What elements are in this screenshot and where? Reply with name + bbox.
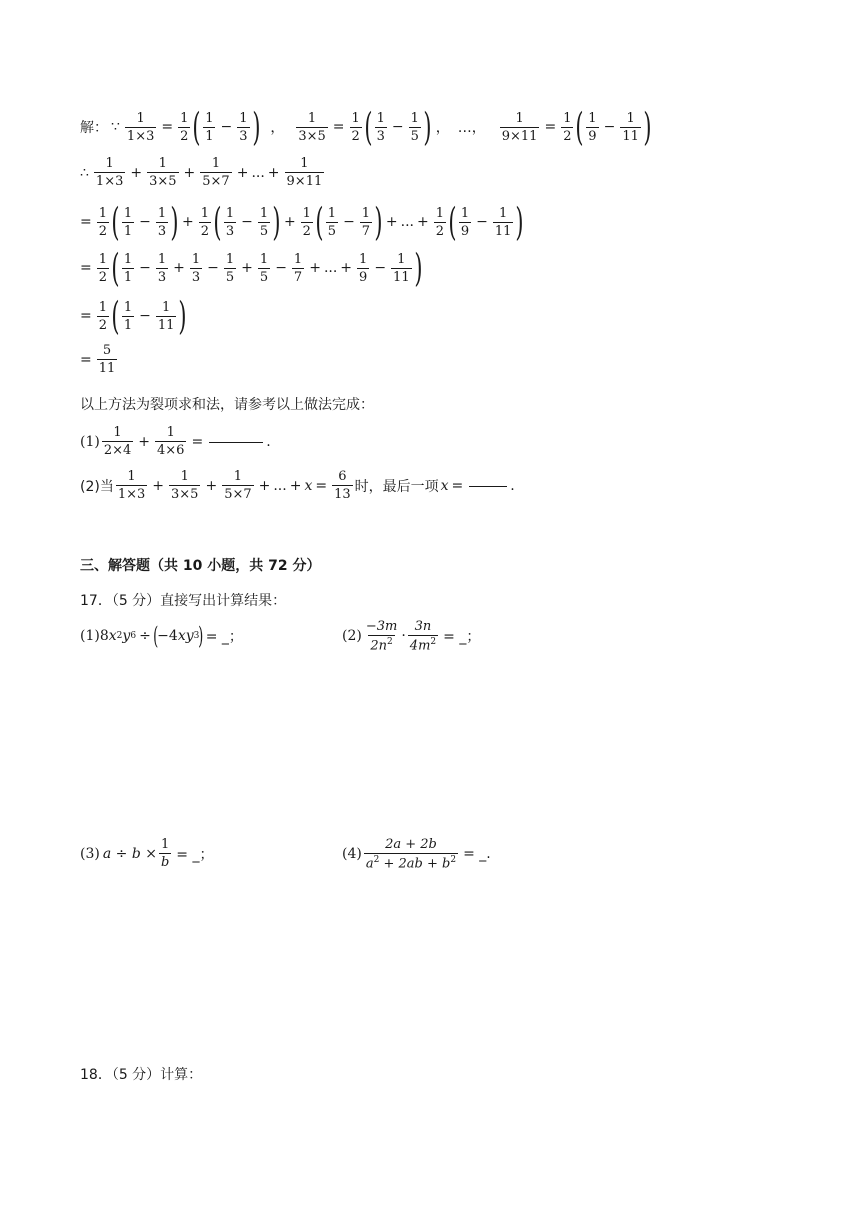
numerator: −3m	[365, 619, 398, 634]
fraction	[364, 620, 400, 652]
equals-sign: =	[80, 351, 92, 368]
right-paren: )	[374, 200, 383, 244]
fraction: $\frac{1}{3}$	[376, 110, 385, 144]
fraction: $\frac{1}{1\times 3}$	[126, 110, 155, 144]
part-label: (1)	[80, 628, 100, 644]
left-paren: (	[213, 200, 222, 244]
right-paren: )	[272, 200, 281, 244]
problem-17-part-1	[80, 624, 243, 648]
multiply-dot: ·	[401, 628, 406, 645]
left-paren: (	[111, 294, 120, 338]
left-paren: (	[152, 622, 159, 650]
minus-sign: −	[139, 260, 151, 276]
problem-17-part-4	[342, 838, 491, 870]
right-paren: )	[198, 622, 204, 650]
fraction-half: $\frac{1}{2}$	[98, 251, 108, 285]
fraction: $\frac{1}{5}$	[225, 251, 235, 285]
fraction: $\frac{1}{9\times 11}$	[286, 156, 323, 189]
fraction: $\frac{1}{1}$	[123, 299, 133, 333]
equals-sign: =	[544, 119, 557, 135]
period: .	[266, 433, 271, 450]
fraction: $\frac{1}{9\times 11}$	[501, 110, 538, 144]
fraction-half: $\frac{1}{2}$	[98, 205, 108, 239]
fraction: $\frac{1}{3}$	[191, 251, 201, 285]
solution-line-5	[80, 294, 187, 338]
exponent: 6	[130, 631, 137, 641]
minus-sign: −	[603, 119, 616, 135]
question-label: (2)当	[80, 478, 114, 495]
fraction: $\frac{1}{5\times 7}$	[224, 469, 252, 502]
fraction: $\frac{1}{5}$	[259, 205, 269, 239]
fraction: $\frac{1}{4\times 6}$	[157, 425, 185, 458]
answer-blank[interactable]	[209, 441, 263, 443]
fraction: $\frac{1}{b}$	[160, 837, 170, 870]
exponent: 2	[373, 855, 380, 865]
ellipsis: …，	[457, 120, 486, 136]
fraction: $\frac{1}{5}$	[259, 251, 269, 285]
right-paren: )	[643, 105, 652, 149]
left-paren: (	[364, 105, 373, 149]
solution-line-3	[80, 200, 524, 244]
equals-sign: =	[80, 308, 92, 324]
question-text: 时，最后一项	[354, 478, 439, 495]
fraction: $\frac{1}{1\times 3}$	[95, 156, 124, 189]
left-paren: (	[575, 105, 584, 149]
plus-sign: +	[309, 260, 321, 276]
minus-sign: −	[275, 260, 287, 276]
minus-sign: −	[220, 119, 233, 135]
fraction: $\frac{1}{11}$	[494, 205, 512, 239]
minus-sign: −	[139, 308, 151, 324]
equals-sign: =	[80, 214, 92, 230]
solution-line-2	[80, 157, 326, 188]
fraction: $\frac{1}{7}$	[293, 251, 303, 285]
fraction-half: $\frac{1}{2}$	[351, 110, 360, 144]
method-text: 以上方法为裂项求和法，请参考以上做法完成：	[80, 397, 374, 413]
because-symbol: ∵	[111, 119, 120, 135]
question-label: (1)	[80, 433, 100, 450]
plus-sign: +	[267, 164, 280, 181]
plus-sign: +	[283, 214, 296, 230]
dots: ...	[273, 477, 287, 494]
right-paren: )	[178, 294, 187, 338]
fraction: $\frac{1}{11}$	[393, 251, 410, 285]
dots: ...	[400, 214, 414, 230]
fraction-half: $\frac{1}{2}$	[98, 299, 108, 333]
section-heading: 三、解答题（共 10 小题，共 72 分）	[80, 558, 321, 574]
right-paren: )	[413, 246, 423, 290]
plus-sign: +	[173, 260, 185, 276]
fraction: $\frac{1}{5\times 7}$	[202, 156, 230, 189]
comma: ，	[435, 120, 450, 136]
fraction: $\frac{1}{3}$	[157, 205, 167, 239]
exponent: 2	[387, 637, 393, 647]
plus-sign: +	[258, 477, 271, 494]
answer-blank[interactable]	[469, 485, 507, 487]
fraction: $\frac{6}{13}$	[334, 469, 351, 502]
fraction: $\frac{1}{9}$	[460, 205, 470, 239]
plus-sign: +	[385, 214, 398, 230]
equals-sign: =	[315, 477, 328, 494]
plus-sign: +	[241, 260, 253, 276]
left-paren: (	[315, 200, 324, 244]
equals-sign: =	[80, 260, 92, 276]
minus-sign: −	[207, 260, 219, 276]
fraction: $\frac{1}{5}$	[410, 110, 419, 144]
left-paren: (	[111, 246, 120, 290]
fraction	[408, 620, 438, 652]
exponent: 2	[450, 855, 457, 865]
fraction: $\frac{1}{9}$	[588, 110, 597, 144]
plus-sign: +	[152, 477, 165, 494]
dots: ...	[251, 164, 265, 181]
plus-sign: +	[205, 477, 218, 494]
question-2	[80, 470, 515, 501]
plus-sign: +	[236, 164, 249, 181]
solution-line-4	[80, 246, 423, 290]
solution-line-1	[80, 105, 652, 149]
minus-sign: −	[241, 214, 253, 230]
part-label: (4)	[342, 846, 362, 863]
equals-sign: =	[451, 477, 464, 494]
fraction: $\frac{1}{11}$	[622, 110, 639, 144]
fraction: $\frac{1}{3}$	[239, 110, 248, 144]
fraction: $\frac{1}{2\times 4}$	[103, 425, 132, 458]
problem-17-part-3	[80, 838, 213, 869]
coefficient: 8	[99, 628, 109, 644]
numerator: 2a + 2b	[385, 837, 437, 852]
left-paren: (	[448, 200, 457, 244]
answer-blank[interactable]: = _.	[463, 846, 491, 863]
denominator: b	[160, 855, 170, 870]
fraction: $\frac{1}{3\times 5}$	[171, 469, 199, 502]
part-label: (3)	[80, 845, 100, 862]
numerator: 3n	[414, 619, 432, 634]
fraction: $\frac{1}{3}$	[225, 205, 235, 239]
period: .	[510, 477, 515, 494]
plus-sign: +	[183, 164, 196, 181]
fraction: $\frac{1}{1}$	[123, 205, 133, 239]
divide-sign: ÷	[139, 628, 151, 644]
variable-x: x	[304, 477, 313, 494]
exponent: 3	[193, 631, 200, 641]
answer-blank[interactable]: = _；	[205, 629, 243, 645]
left-paren: (	[111, 200, 120, 244]
variable: xy	[177, 628, 194, 644]
denominator: 4m	[409, 638, 431, 654]
variable-x: x	[440, 477, 449, 494]
right-paren: )	[251, 105, 260, 149]
fraction-half: $\frac{1}{2}$	[563, 110, 572, 144]
fraction: $\frac{1}{1}$	[205, 110, 214, 144]
plus-sign: +	[417, 214, 429, 230]
solution-line-6	[80, 344, 119, 375]
problem-18-title: 18．（5 分）计算：	[80, 1067, 203, 1083]
question-1	[80, 426, 271, 457]
variable: x	[108, 628, 117, 644]
expression: a ÷ b ×	[102, 845, 157, 862]
fraction: $\frac{1}{3}$	[157, 251, 167, 285]
minus-sign: −	[476, 214, 488, 230]
fraction	[364, 838, 458, 870]
minus-sign: −	[139, 214, 151, 230]
right-paren: )	[170, 200, 179, 244]
equals-sign: =	[191, 433, 204, 450]
answer-blank[interactable]: = _；	[176, 846, 214, 863]
dots: ...	[323, 260, 338, 276]
plus-sign: +	[289, 477, 302, 494]
denominator-part: a	[365, 856, 374, 872]
right-paren: )	[423, 105, 432, 149]
exponent: 2	[116, 631, 123, 641]
problem-17-title: 17．（5 分）直接写出计算结果：	[80, 593, 287, 609]
right-paren: )	[515, 200, 524, 244]
therefore-symbol: ∴	[80, 164, 89, 181]
minus-sign: −	[391, 119, 404, 135]
denominator-part: + 2ab + b	[379, 856, 451, 872]
denominator: 2n	[370, 638, 388, 654]
fraction-half: $\frac{1}{2}$	[200, 205, 209, 239]
fraction-half: $\frac{1}{2}$	[302, 205, 311, 239]
answer-blank[interactable]: = _；	[443, 629, 481, 646]
fraction: $\frac{1}{7}$	[361, 205, 371, 239]
left-paren: (	[192, 105, 201, 149]
minus-sign: −	[374, 260, 387, 276]
fraction: $\frac{1}{3\times 5}$	[298, 110, 326, 144]
variable: y	[122, 628, 131, 644]
plus-sign: +	[340, 260, 353, 276]
solution-label: 解：	[80, 120, 108, 136]
fraction: $\frac{1}{11}$	[157, 299, 175, 333]
plus-sign: +	[130, 164, 143, 181]
plus-sign: +	[181, 214, 194, 230]
fraction: $\frac{1}{1}$	[123, 251, 133, 285]
equals-sign: =	[161, 119, 174, 135]
fraction-half: $\frac{1}{2}$	[180, 110, 189, 144]
fraction: $\frac{1}{1\times 3}$	[117, 469, 146, 502]
part-label: (2)	[342, 628, 362, 645]
coefficient: −4	[157, 628, 178, 644]
exponent: 2	[430, 637, 437, 647]
comma: ，	[270, 120, 285, 136]
equals-sign: =	[332, 119, 345, 135]
fraction: $\frac{1}{9}$	[359, 251, 368, 285]
fraction: $\frac{1}{5}$	[327, 205, 337, 239]
plus-sign: +	[138, 433, 151, 450]
minus-sign: −	[343, 214, 355, 230]
fraction-half: $\frac{1}{2}$	[435, 205, 445, 239]
result-fraction: $\frac{5}{11}$	[98, 343, 116, 376]
problem-17-part-2	[342, 620, 480, 652]
fraction: $\frac{1}{3\times 5}$	[149, 156, 177, 189]
